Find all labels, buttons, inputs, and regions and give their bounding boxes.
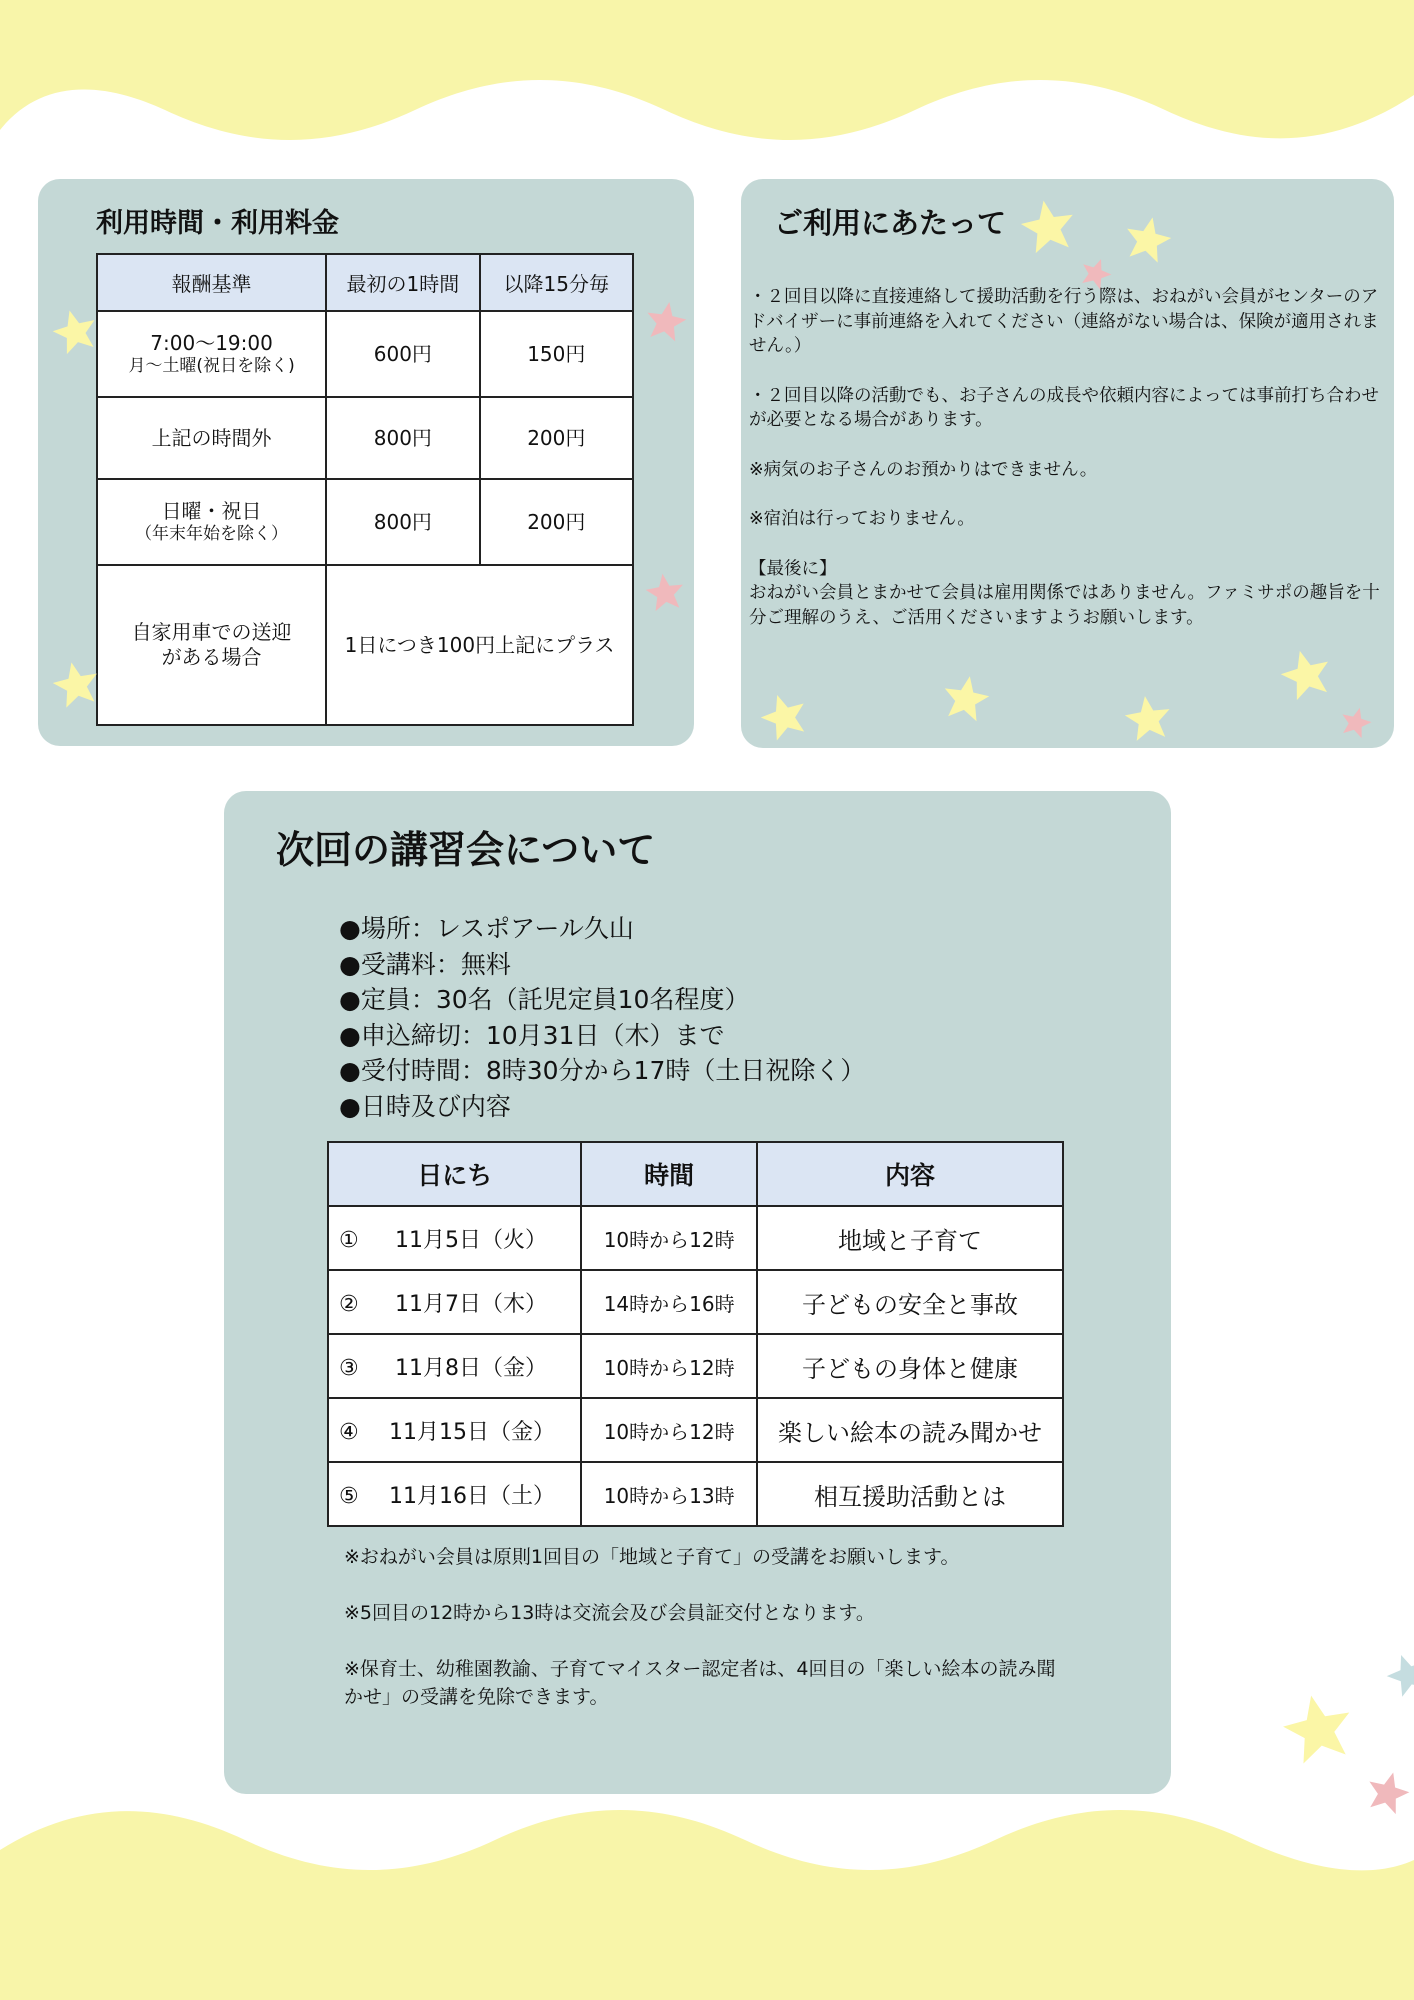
course-row-num: ⑤: [339, 1483, 359, 1509]
course-row-date: 11月15日（金）: [389, 1419, 555, 1445]
fee-header-per-15min: 以降15分毎: [480, 254, 633, 311]
fee-row-offhours: [97, 397, 633, 479]
fee-row-label: [97, 311, 326, 397]
fee-table: [96, 253, 634, 726]
course-footnote: ※5回目の12時から13時は交流会及び会員証交付となります。: [344, 1602, 875, 1624]
course-row-content: 楽しい絵本の読み聞かせ: [757, 1398, 1063, 1462]
course-info-item: ●受付時間：8時30分から17時（土日祝除く）: [339, 1056, 866, 1085]
course-title: 次回の講習会について: [276, 828, 656, 872]
star-icon: [1120, 211, 1177, 268]
course-row-num: ④: [339, 1419, 359, 1445]
course-row-date: 11月8日（金）: [395, 1355, 547, 1381]
course-row-content: 子どもの安全と事故: [757, 1270, 1063, 1334]
course-row-content: 子どもの身体と健康: [757, 1334, 1063, 1398]
course-row-content: 相互援助活動とは: [757, 1462, 1063, 1526]
course-header-content: 内容: [757, 1142, 1063, 1206]
notes-title: ご利用にあたって: [774, 206, 1007, 240]
note-paragraph: ※病気のお子さんのお預かりはできません。: [749, 459, 1098, 480]
course-row-date-cell: [328, 1270, 581, 1334]
top-wave-decoration: [0, 0, 1414, 150]
course-row: [328, 1462, 1063, 1526]
fee-row-first: 800円: [326, 397, 479, 479]
fee-row-holiday: [97, 479, 633, 565]
course-row-num: ②: [339, 1291, 359, 1317]
fee-title: 利用時間・利用料金: [96, 208, 339, 239]
course-header-date: 日にち: [328, 1142, 581, 1206]
course-row-content: 地域と子育て: [757, 1206, 1063, 1270]
note-paragraph: ・２回目以降の活動でも、お子さんの成長や依頼内容によっては事前打ち合わせが必要となる場合があります。: [749, 385, 1379, 430]
fee-row-label-main: 7:00～19:00: [150, 330, 273, 355]
note-closing-body: おねがい会員とまかせて会員は雇用関係ではありません。ファミサポの趣旨を十分ご理解のうえ、ご活用くださいますようお願いします。: [749, 583, 1380, 628]
notes-body: [749, 285, 1383, 630]
fee-panel: [38, 179, 694, 746]
star-icon: [1121, 691, 1175, 745]
course-row-time: 10時から12時: [581, 1398, 757, 1462]
course-header-time: 時間: [581, 1142, 757, 1206]
star-icon: [938, 670, 994, 726]
fee-pickup-line1: 自家用車での送迎: [131, 620, 292, 644]
course-row-date-cell: [328, 1206, 581, 1270]
fee-row-after: 150円: [480, 311, 633, 397]
course-footnote: ※保育士、幼稚園教諭、子育てマイスター認定者は、4回目の「楽しい絵本の読み聞かせ」の受講を免除できます。: [344, 1658, 1056, 1708]
course-panel: [224, 791, 1171, 1794]
course-row-date: 11月7日（木）: [395, 1291, 547, 1317]
fee-row-after: 200円: [480, 479, 633, 565]
course-row: [328, 1334, 1063, 1398]
fee-row-weekday: [97, 311, 633, 397]
course-row-time: 14時から16時: [581, 1270, 757, 1334]
course-row: [328, 1270, 1063, 1334]
fee-header-row: [97, 254, 633, 311]
fee-pickup-line2: がある場合: [161, 645, 262, 669]
course-row-date: 11月5日（火）: [395, 1227, 547, 1253]
fee-row-first: 600円: [326, 311, 479, 397]
course-info-item: ●場所：レスポアール久山: [339, 914, 634, 943]
course-row-date-cell: [328, 1462, 581, 1526]
bottom-wave-decoration: [0, 1800, 1414, 2000]
course-header-row: [328, 1142, 1063, 1206]
star-icon: [1380, 1646, 1414, 1702]
star-icon: [1275, 1685, 1360, 1770]
course-row-time: 10時から13時: [581, 1462, 757, 1526]
star-icon: [48, 656, 105, 713]
course-row-time: 10時から12時: [581, 1334, 757, 1398]
note-paragraph: ・２回目以降に直接連絡して援助活動を行う際は、おねがい会員がセンターのアドバイザーに事前連絡を入れてください（連絡がない場合は、保険が適用されません。）: [749, 287, 1379, 356]
star-icon: [642, 569, 687, 614]
course-info-item: ●受講料：無料: [339, 949, 511, 979]
course-row-date: 11月16日（土）: [389, 1483, 555, 1509]
note-closing-head: 【最後に】: [749, 558, 837, 579]
fee-pickup-value: 1日につき100円上記にプラス: [326, 565, 633, 725]
fee-row-label: [97, 479, 326, 565]
course-footnote: ※おねがい会員は原則1回目の「地域と子育て」の受講をお願いします。: [344, 1546, 960, 1568]
course-info-item: ●日時及び内容: [339, 1091, 511, 1121]
fee-row-label-sub: （年末年始を除く）: [135, 523, 289, 544]
course-row-date-cell: [328, 1334, 581, 1398]
note-paragraph: ※宿泊は行っておりません。: [749, 509, 975, 529]
fee-row-after: 200円: [480, 397, 633, 479]
fee-row-first: 800円: [326, 479, 479, 565]
course-info-item: ●申込締切：10月31日（木）まで: [339, 1020, 725, 1050]
course-row-num: ③: [339, 1355, 359, 1381]
fee-row-pickup: [97, 565, 633, 725]
course-info-list: [339, 911, 865, 1124]
course-footnotes: [344, 1543, 1064, 1739]
star-icon: [1016, 194, 1081, 259]
fee-row-label: [97, 565, 326, 725]
course-row: [328, 1206, 1063, 1270]
fee-row-label-sub: 月～土曜(祝日を除く): [128, 355, 295, 376]
course-schedule-table: [327, 1141, 1064, 1527]
fee-row-label-main: 日曜・祝日: [161, 498, 262, 523]
fee-header-first-hour: 最初の1時間: [326, 254, 479, 311]
course-row-date-cell: [328, 1398, 581, 1462]
star-icon: [642, 297, 691, 346]
course-row: [328, 1398, 1063, 1462]
note-closing: [749, 557, 1383, 631]
course-row-time: 10時から12時: [581, 1206, 757, 1270]
fee-header-basis: 報酬基準: [97, 254, 326, 311]
course-row-num: ①: [339, 1227, 359, 1253]
course-info-item: ●定員：30名（託児定員10名程度）: [339, 985, 750, 1014]
fee-row-label: 上記の時間外: [97, 397, 326, 479]
